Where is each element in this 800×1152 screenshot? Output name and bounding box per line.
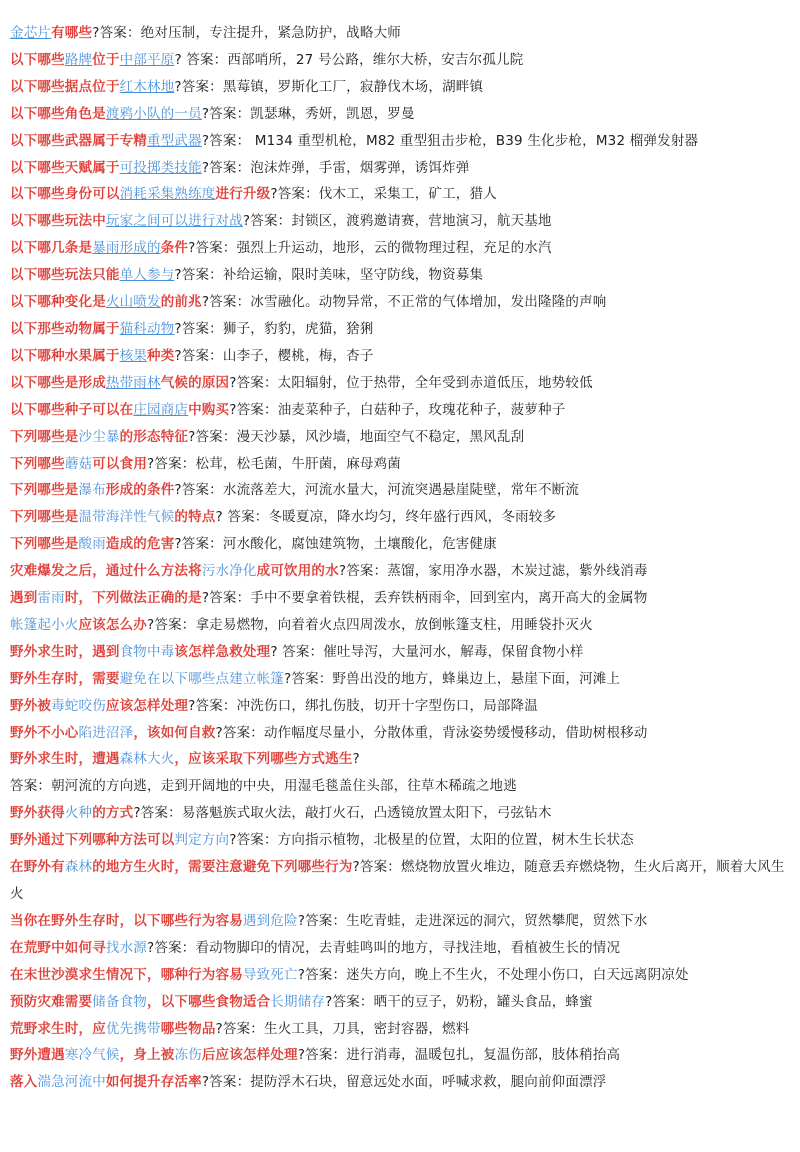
qa-line (10, 1016, 788, 1043)
question-text: 预防灾难需要 (10, 993, 93, 1010)
question-text: 野外不小心 (10, 724, 79, 741)
keyword-text: 储备食物 (92, 993, 148, 1010)
answer-text: ?答案：提防浮木石块，留意远处水面，呼喊求救，腿向前仰面漂浮 (201, 1074, 607, 1091)
keyword-text: 沙尘暴 (78, 428, 120, 445)
answer-text: ?答案：拿走易燃物，向着着火点四周泼水，放倒帐篷支柱，用睡袋扑灭火 (147, 616, 593, 633)
qa-line (10, 854, 788, 908)
keyword-text: 猫科动物 (119, 320, 175, 337)
question-text: 成可饮用的水 (256, 563, 339, 580)
question-text: 落入 (10, 1074, 38, 1091)
qa-line (10, 370, 788, 397)
question-text: 应该怎样处理 (105, 697, 189, 714)
qa-line (10, 531, 788, 558)
answer-text: ?答案：泡沫炸弹，手雷，烟雾弹，诱饵炸弹 (201, 159, 470, 176)
question-text: ，身上被 (119, 1047, 175, 1064)
qa-line (10, 316, 788, 343)
answer-text: ?答案：伐木工，采集工，矿工，猎人 (270, 186, 497, 203)
keyword-text: 庄园商店 (133, 401, 189, 418)
answer-text: ?答案：强烈上升运动，地形，云的微物理过程，充足的水汽 (188, 240, 552, 257)
keyword-text: 温带海洋性气候 (78, 509, 175, 526)
answer-text: ?答案：太阳辐射，位于热带，全年受到赤道低压，地势较低 (229, 374, 593, 391)
answer-text: ?答案：山李子，樱桃，梅，杏子 (174, 347, 374, 364)
answer-text: ?答案：河水酸化，腐蚀建筑物，土壤酸化，危害健康 (174, 536, 497, 553)
answer-text: ?答案： M134 重型机枪，M82 重型狙击步枪，B39 生化步枪，M32 榴弹发射器 (201, 132, 699, 149)
keyword-text: 毒蛇咬伤 (51, 697, 106, 714)
keyword-text: 导致死亡 (242, 966, 298, 983)
qa-line (10, 639, 788, 666)
question-text: 野外求生时，遭遇 (10, 751, 120, 768)
question-text: 的前兆 (160, 294, 202, 311)
answer-text: ?答案：看动物脚印的情况，去青蛙鸣叫的地方，寻找洼地，看植被生长的情况 (147, 939, 621, 956)
question-text: 形成的条件 (105, 482, 175, 499)
question-text: 以下哪些角色是 (10, 105, 106, 122)
question-text: 下列哪些 (10, 455, 65, 472)
qa-line (10, 235, 788, 262)
qa-line (10, 397, 788, 424)
keyword-text: 金芯片 (10, 25, 52, 41)
keyword-text: 单人参与 (119, 267, 175, 284)
question-text: 以下哪种水果属于 (10, 347, 120, 364)
keyword-text: 火种 (64, 805, 93, 822)
keyword-text: 森林 (64, 859, 93, 876)
question-text: 气候的原因 (160, 374, 230, 391)
question-text: 在末世沙漠求生情况下，哪种行为容易 (10, 966, 243, 983)
question-text: 的特点 (174, 509, 216, 526)
answer-text: ?答案：生吃青蛙，走进深远的洞穴，贸然攀爬，贸然下水 (297, 912, 648, 929)
keyword-text: 可投掷类技能 (119, 159, 202, 176)
question-text: 以下哪种变化是 (10, 294, 106, 311)
question-text: 如何提升存活率 (105, 1074, 202, 1091)
qa-line (10, 720, 788, 747)
question-text: 进行升级 (215, 186, 271, 203)
qa-line (10, 424, 788, 451)
qa-line (10, 800, 788, 827)
qa-line (10, 773, 788, 800)
answer-text: ?答案：易落魁族式取火法，敲打火石，凸透镜放置太阳下，弓弦钻木 (133, 805, 552, 822)
question-text: 以下哪些玩法中 (10, 213, 106, 230)
keyword-text: 帐篷起小火 (10, 616, 79, 633)
keyword-text: 寒冷气候 (64, 1047, 120, 1064)
answer-text: ?答案：冲洗伤口，绑扎伤肢，切开十字型伤口，局部降温 (188, 697, 538, 714)
question-text: 以下哪些据点位于 (10, 78, 120, 95)
qa-line (10, 208, 788, 235)
answer-text: ?答案：冰雪融化。动物异常，不正常的气体增加，发出隆隆的声响 (201, 294, 607, 311)
answer-text: ?答案：漫天沙暴，风沙墙，地面空气不稳定，黑风乱刮 (188, 428, 525, 445)
answer-text: ? (352, 751, 360, 768)
answer-text: ?答案：蒸馏，家用净水器，木炭过滤，紫外线消毒 (338, 563, 648, 580)
keyword-text: 路牌 (64, 51, 93, 68)
keyword-text: 湍急河流中 (37, 1074, 106, 1091)
question-text: 野外求生时，遇到 (10, 643, 120, 660)
question-text: 遇到 (10, 590, 38, 607)
answer-text: ?答案：手中不要拿着铁棍，丢弃铁柄雨伞，回到室内，离开高大的金属物 (201, 590, 648, 607)
qa-line (10, 989, 788, 1016)
question-text: 在野外有 (10, 859, 65, 876)
question-text: 条件 (160, 240, 189, 257)
answer-text: ?答案：进行消毒，温暖包扎，复温伤部，肢体稍抬高 (297, 1047, 621, 1064)
answer-text: ?答案：补给运输，限时美味，坚守防线，物资募集 (174, 267, 484, 284)
question-text: 位于 (92, 51, 120, 68)
qa-line (10, 20, 788, 47)
qa-line (10, 1042, 788, 1069)
qa-line (10, 289, 788, 316)
question-text: 哪些物品 (160, 1020, 216, 1037)
question-text: 下列哪些是 (10, 428, 79, 445)
question-text: 以下哪些种子可以在 (10, 401, 134, 418)
keyword-text: 热带雨林 (105, 374, 161, 391)
question-text: 的地方生火时，需要注意避免下列哪些行为 (92, 859, 353, 876)
question-text: 野外获得 (10, 805, 65, 822)
qa-line (10, 558, 788, 585)
keyword-text: 蘑菇 (64, 455, 93, 472)
keyword-text: 渡鸦小队的一员 (105, 105, 202, 122)
answer-text: ? 答案：冬暖夏凉，降水均匀，终年盛行西风，冬雨较多 (215, 509, 557, 526)
keyword-text: 瀑布 (78, 482, 106, 499)
keyword-text: 长期储存 (270, 993, 326, 1010)
answer-text: ?答案：绝对压制，专注提升，紧急防护，战略大师 (92, 25, 401, 41)
answer-text: ?答案：狮子，豹豹，虎猫，猞猁 (174, 320, 374, 337)
question-text: 时，下列做法正确的是 (64, 590, 202, 607)
question-text: 下列哪些是 (10, 509, 79, 526)
answer-text: 答案：朝河流的方向逃，走到开阔地的中央，用湿毛毯盖住头部，往草木稀疏之地逃 (10, 778, 517, 795)
qa-line (10, 155, 788, 182)
question-text: 中购买 (188, 401, 230, 418)
qa-line (10, 746, 788, 773)
keyword-text: 红木林地 (119, 78, 175, 95)
keyword-text: 污水净化 (201, 563, 257, 580)
question-text: ，该如何自救 (133, 724, 216, 741)
question-text: 种类 (147, 347, 175, 364)
qa-line (10, 666, 788, 693)
keyword-text: 陷进沼泽 (78, 724, 134, 741)
qa-line (10, 451, 788, 478)
qa-line (10, 935, 788, 962)
keyword-text: 重型武器 (147, 132, 202, 149)
keyword-text: 优先携带 (105, 1020, 161, 1037)
keyword-text: 酸雨 (78, 536, 106, 553)
keyword-text: 判定方向 (174, 832, 230, 849)
qa-line (10, 504, 788, 531)
qa-line (10, 343, 788, 370)
question-text: 在荒野中如何寻 (10, 939, 106, 956)
keyword-text: 中部平原 (119, 51, 175, 68)
keyword-text: 找水源 (105, 939, 148, 956)
answer-text: ?答案：方向指示植物，北极星的位置，太阳的位置，树木生长状态 (229, 832, 634, 849)
question-text: 下列哪些是 (10, 482, 79, 499)
question-text: 野外遭遇 (10, 1047, 65, 1064)
qa-line (10, 47, 788, 74)
question-text: 野外被 (10, 697, 52, 714)
answer-text: ? 答案：催吐导泻，大量河水，解毒，保留食物小样 (270, 643, 584, 660)
keyword-text: 核果 (119, 347, 148, 364)
answer-text: ?答案：松茸，松毛菌，牛肝菌，麻母鸡菌 (147, 455, 401, 472)
question-text: 以下那些动物属于 (10, 320, 120, 337)
question-text: 以下哪些 (10, 51, 65, 68)
question-text: 以下哪些身份可以 (10, 186, 120, 203)
keyword-text: 暴雨形成的 (92, 240, 161, 257)
question-text: 以下哪些天赋属于 (10, 159, 120, 176)
keyword-text: 森林大火 (119, 751, 175, 768)
question-text: 的方式 (92, 805, 134, 822)
answer-text: ?答案：水流落差大，河流水量大，河流突遇悬崖陡壁，常年不断流 (174, 482, 580, 499)
answer-text: ?答案：封锁区，渡鸦邀请赛，营地演习，航天基地 (242, 213, 552, 230)
question-text: 下列哪些是 (10, 536, 79, 553)
keyword-text: 火山喷发 (105, 294, 161, 311)
answer-text: ? 答案：西部哨所，27 号公路，维尔大桥，安吉尔孤儿院 (174, 51, 524, 68)
question-text: 野外生存时，需要 (10, 670, 120, 687)
qa-line (10, 128, 788, 155)
qa-line (10, 827, 788, 854)
answer-text: ?答案：野兽出没的地方，蜂巢边上，悬崖下面，河滩上 (284, 670, 621, 687)
answer-text: ?答案：迷失方向，晚上不生火，不处理小伤口，白天远离阴凉处 (297, 966, 689, 983)
question-text: 当你在野外生存时，以下哪些行为容易 (10, 912, 243, 929)
qa-line (10, 585, 788, 612)
qa-line (10, 1069, 788, 1096)
question-text: 的形态特征 (119, 428, 189, 445)
keyword-text: 避免在以下哪些点建立帐篷 (119, 670, 285, 687)
keyword-text: 食物中毒 (119, 643, 175, 660)
qa-line (10, 477, 788, 504)
answer-text: ?答案：晒干的豆子，奶粉，罐头食品，蜂蜜 (325, 993, 593, 1010)
answer-text: ?答案：燃烧物放置火堆边，随意丢弃燃烧物，生火后离开，顺着大风生火 (10, 859, 785, 902)
answer-text: ?答案：动作幅度尽量小，分散体重，背泳姿势缓慢移动，借助树根移动 (215, 724, 648, 741)
qa-line (10, 181, 788, 208)
keyword-text: 遇到危险 (242, 912, 298, 929)
qa-line (10, 612, 788, 639)
question-text: 应该怎么办 (78, 616, 147, 633)
question-text: 可以食用 (92, 455, 148, 472)
question-text: ，应该采取下列哪些方式逃生 (174, 751, 353, 768)
answer-text: ?答案：黑莓镇，罗斯化工厂，寂静伐木场，湖畔镇 (174, 78, 484, 95)
question-text: 以下哪几条是 (10, 240, 93, 257)
answer-text: ?答案：生火工具，刀具，密封容器，燃料 (215, 1020, 470, 1037)
qa-line (10, 101, 788, 128)
question-text: 有哪些 (51, 25, 93, 41)
qa-line (10, 262, 788, 289)
keyword-text: 冻伤 (174, 1047, 202, 1064)
question-text: 灾难爆发之后，通过什么方法将 (10, 563, 202, 580)
qa-line (10, 962, 788, 989)
qa-line (10, 693, 788, 720)
question-text: ，以下哪些食物适合 (147, 993, 271, 1010)
question-text: 野外通过下列哪种方法可以 (10, 832, 175, 849)
qa-line (10, 908, 788, 935)
question-text: 以下哪些玩法只能 (10, 267, 120, 284)
question-text: 后应该怎样处理 (201, 1047, 298, 1064)
qa-line (10, 74, 788, 101)
question-text: 荒野求生时，应 (10, 1020, 106, 1037)
keyword-text: 雷雨 (37, 590, 65, 607)
answer-text: ?答案：油麦菜种子，白菇种子，玫瑰花种子，菠萝种子 (229, 401, 566, 418)
keyword-text: 玩家之间可以进行对战 (105, 213, 243, 230)
question-text: 造成的危害 (105, 536, 175, 553)
question-text: 该怎样急救处理 (174, 643, 271, 660)
keyword-text: 消耗采集熟练度 (119, 186, 216, 203)
answer-text: ?答案：凯瑟琳，秀妍，凯恩，罗曼 (201, 105, 415, 122)
question-text: 以下哪些是形成 (10, 374, 106, 391)
question-text: 以下哪些武器属于专精 (10, 132, 147, 149)
